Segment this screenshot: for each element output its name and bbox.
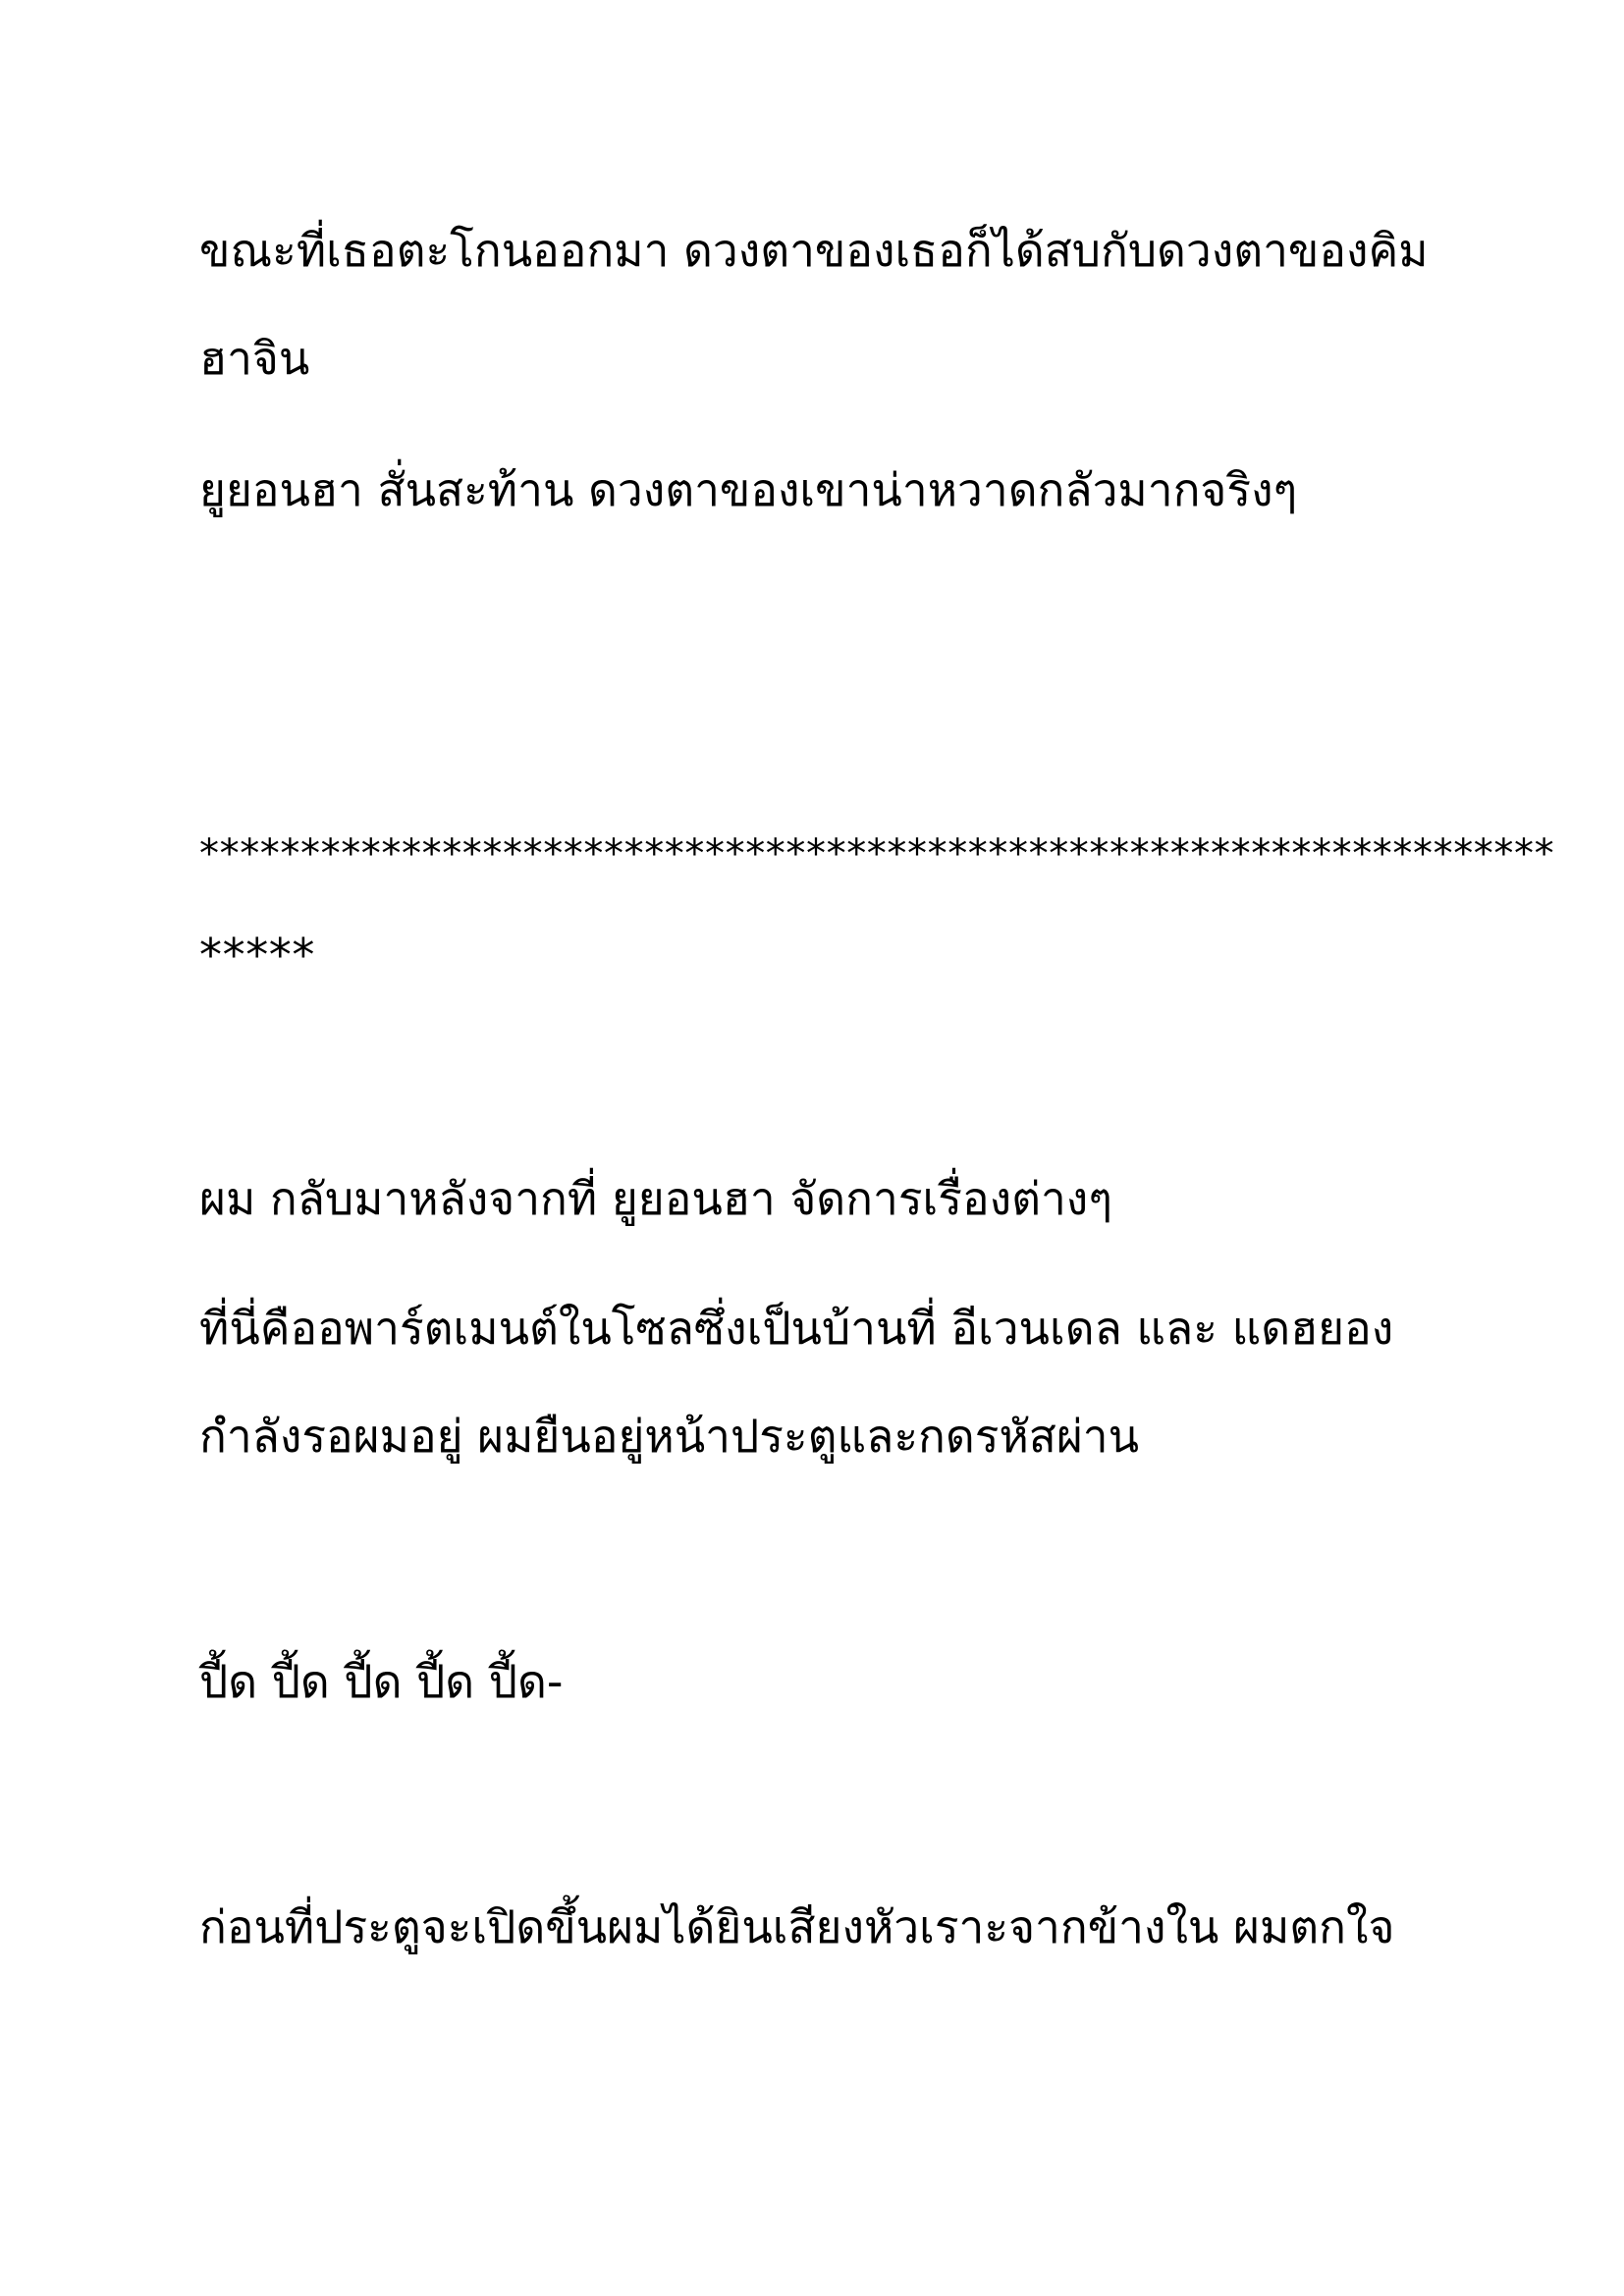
paragraph-line-6: กำลังรอผมอยู่ ผมยืนอยู่หน้าประตูและกดรหัสผ่าน — [199, 1410, 1140, 1463]
paragraph-line-7: ปี้ด ปี้ด ปี้ด ปี้ด ปี้ด- — [199, 1655, 564, 1708]
paragraph-line-2: ฮาจิน — [199, 332, 310, 385]
paragraph-line-5: ที่นี่คืออพาร์ตเมนต์ในโซลซึ่งเป็นบ้านที่ อีเวนเดล และ แดฮยอง — [199, 1302, 1394, 1355]
paragraph-line-3: ยูยอนฮา สั่นสะท้าน ดวงตาของเขาน่าหวาดกลัวมากจริงๆ — [199, 463, 1298, 516]
separator-line-2: ***** — [199, 929, 315, 982]
paragraph-line-4: ผม กลับมาหลังจากที่ ยูยอนฮา จัดการเรื่องต่างๆ — [199, 1172, 1112, 1225]
paragraph-line-8: ก่อนที่ประตูจะเปิดขึ้นผมได้ยินเสียงหัวเราะจากข้างใน ผมตกใจ — [199, 1900, 1395, 1953]
paragraph-line-1: ขณะที่เธอตะโกนออกมา ดวงตาของเธอก็ได้สบกับดวงตาของคิม — [199, 224, 1429, 277]
separator-line-1: ******************************************************************* — [199, 831, 1555, 877]
